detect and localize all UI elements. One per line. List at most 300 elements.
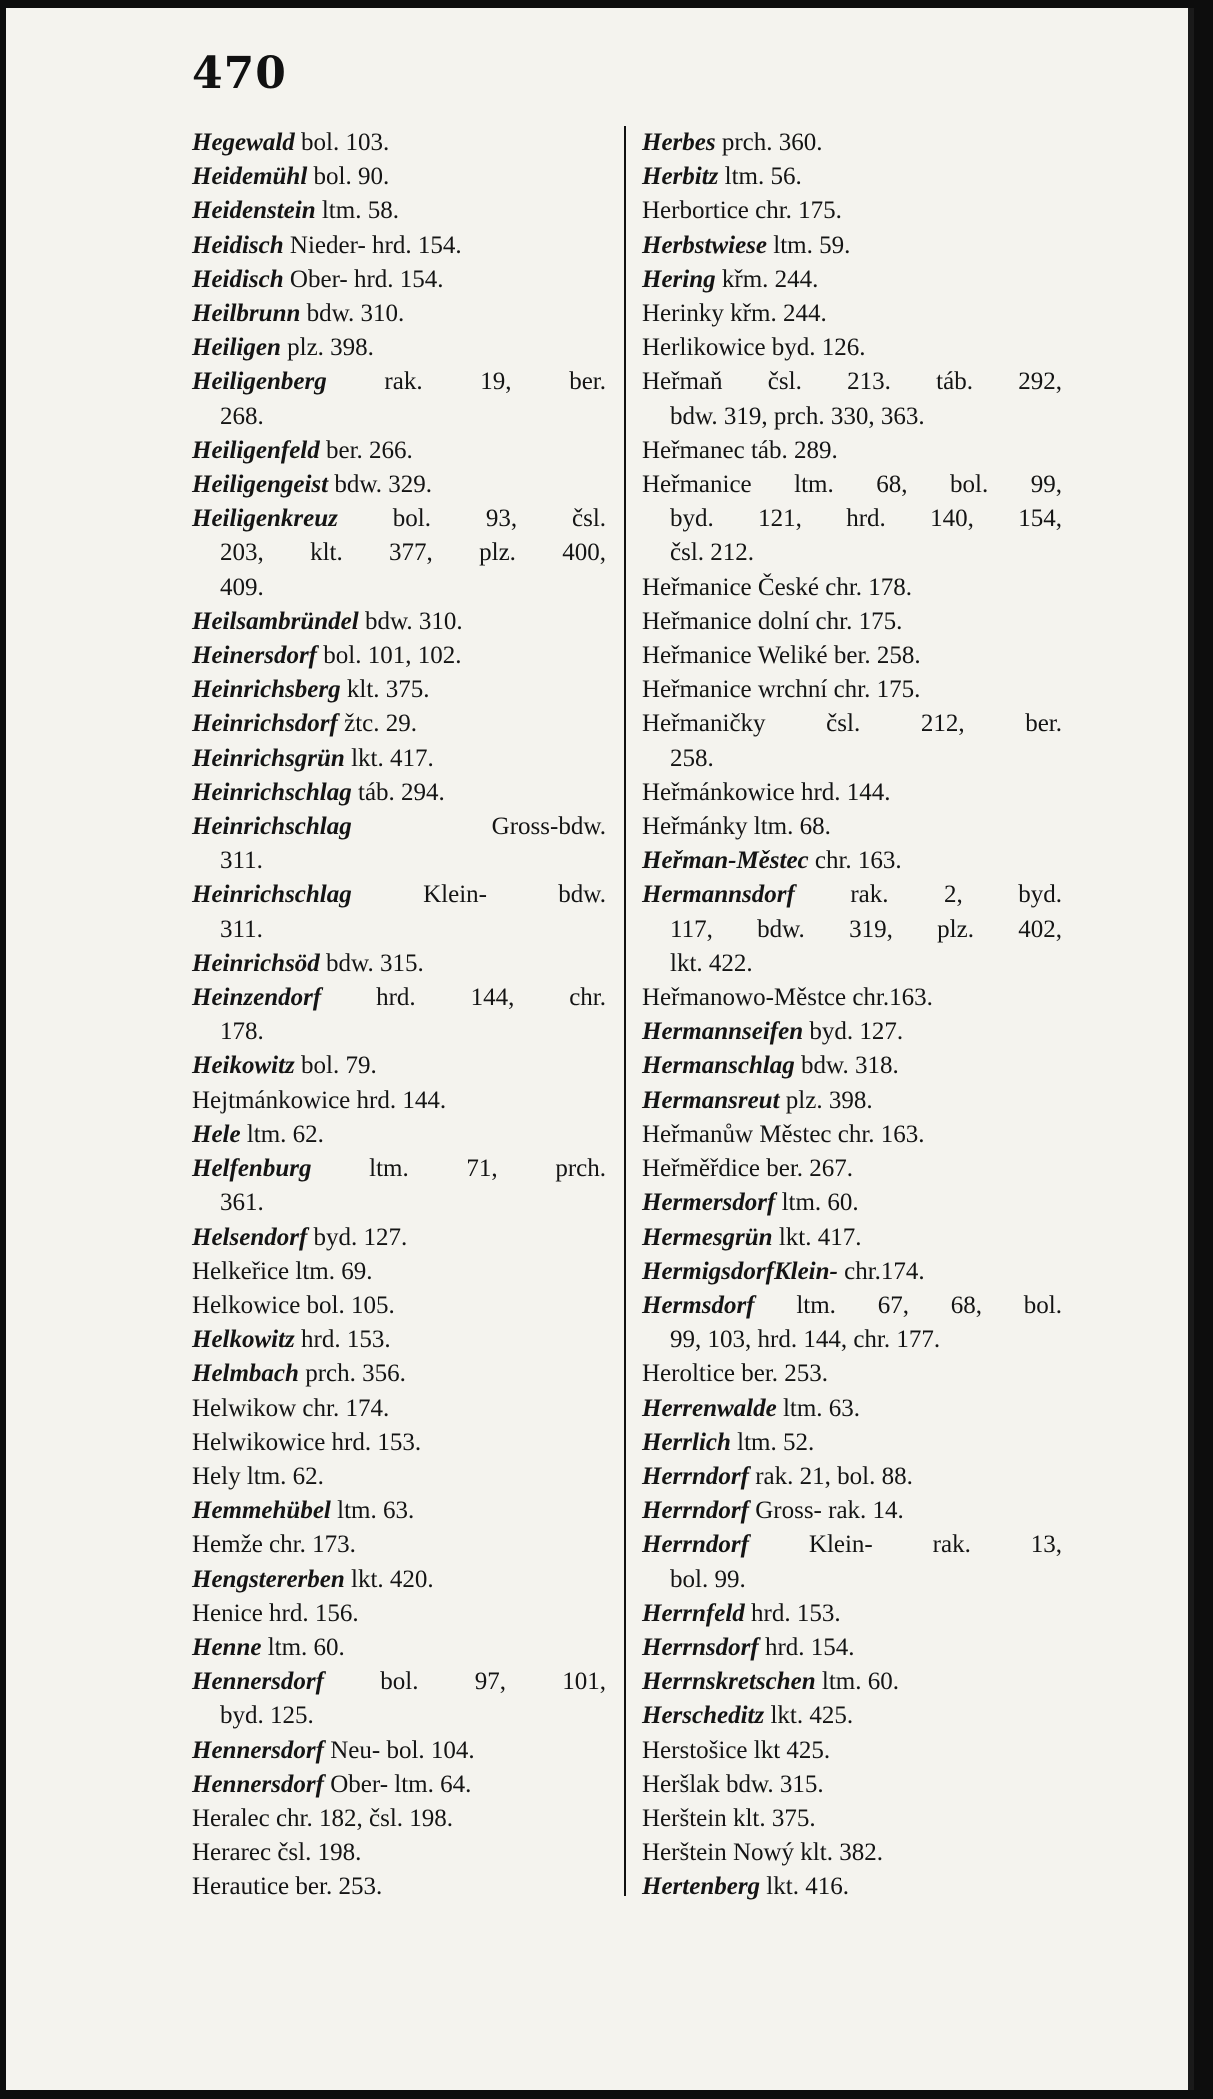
index-entry: [642, 1460, 1062, 1494]
index-entry: [192, 1323, 606, 1357]
index-entry: [642, 981, 1062, 1015]
entry-first-line: [192, 160, 606, 194]
entry-first-line: [192, 468, 606, 502]
entry-reference: prch. 356.: [305, 1360, 406, 1388]
entry-continuation-line: 311.: [220, 915, 263, 943]
index-entry: [192, 1665, 606, 1733]
book-page: [6, 8, 1194, 2090]
entry-reference: bol. 101, 102.: [323, 642, 462, 670]
headword: Herrnskretschen: [642, 1668, 816, 1696]
entry-reference: Neu- bol. 104.: [330, 1736, 475, 1764]
index-entry: [192, 810, 606, 878]
entry-first-line: [192, 331, 606, 365]
entry-first-line: [192, 1563, 606, 1597]
entry-reference: ltm. 52.: [737, 1428, 815, 1456]
entry-continuation-line: 361.: [220, 1189, 264, 1217]
entry-continuation-line: 178.: [220, 1018, 264, 1046]
index-entry: [642, 468, 1062, 571]
entry-first-line: Helwikow chr. 174.: [192, 1394, 390, 1422]
entry-reference: bol. 97, 101,: [380, 1668, 606, 1696]
index-entry: [192, 1460, 606, 1494]
headword: Herrndorf: [642, 1462, 749, 1490]
index-entry: [192, 673, 606, 707]
entry-reference: byd. 127.: [809, 1018, 904, 1046]
headword: Heiligen: [192, 334, 281, 362]
entry-first-line: Heršlak bdw. 315.: [642, 1770, 824, 1798]
entry-first-line: [642, 160, 1062, 194]
headword: Herscheditz: [642, 1702, 765, 1730]
index-entry: [642, 605, 1062, 639]
entry-first-line: [192, 1152, 606, 1186]
index-entry: [642, 1118, 1062, 1152]
headword: Hermersdorf: [642, 1189, 776, 1217]
entry-continuation-line: 409.: [220, 573, 264, 601]
entry-first-line: [642, 1221, 1062, 1255]
headword: Helmbach: [192, 1360, 299, 1388]
entry-reference: lkt. 416.: [766, 1873, 849, 1901]
headword: Herbitz: [642, 163, 719, 191]
index-entry: [642, 1049, 1062, 1083]
entry-reference: prch. 360.: [721, 129, 823, 156]
index-entry: [642, 1768, 1062, 1802]
headword: Helkowitz: [192, 1326, 295, 1354]
entry-reference: plz. 398.: [785, 1086, 873, 1114]
entry-reference: táb. 294.: [358, 778, 445, 806]
headword: Helfenburg: [192, 1155, 312, 1183]
index-entry: [642, 1015, 1062, 1049]
headword: Hengstererben: [192, 1565, 345, 1593]
entry-first-line: [642, 1699, 1062, 1733]
index-entry: [192, 331, 606, 365]
entry-first-line: [642, 1015, 1062, 1049]
headword: Heiligenfeld: [192, 436, 320, 464]
entry-first-line: [642, 1084, 1062, 1118]
headword: Herrnfeld: [642, 1599, 745, 1627]
entry-first-line: [192, 297, 606, 331]
index-entry: [642, 297, 1062, 331]
index-entry: [192, 1734, 606, 1768]
entry-reference: ltm. 71, prch.: [369, 1155, 607, 1183]
headword: Heinrichschlag: [192, 778, 352, 806]
entry-first-line: Heralec chr. 182, čsl. 198.: [192, 1804, 454, 1832]
headword: Hele: [192, 1120, 241, 1148]
entry-reference: lkt. 420.: [351, 1565, 434, 1593]
entry-reference: rak. 21, bol. 88.: [755, 1462, 913, 1490]
headword: Heidisch: [192, 265, 284, 293]
entry-reference: křm. 244.: [721, 265, 819, 293]
entry-first-line: [192, 1768, 606, 1802]
index-entry: [642, 365, 1062, 433]
entry-first-line: Herlikowice byd. 126.: [642, 334, 866, 362]
headword: Heinzendorf: [192, 984, 322, 1012]
entry-first-line: Heřmanice Weliké ber. 258.: [642, 642, 921, 670]
entry-first-line: [642, 263, 1062, 297]
entry-first-line: Herštein Nowý klt. 382.: [642, 1839, 883, 1867]
headword: Hemmehübel: [192, 1497, 331, 1525]
headword: Herbstwiese: [642, 231, 767, 259]
index-entry: [192, 263, 606, 297]
headword: Heinrichsberg: [192, 676, 341, 704]
entry-first-line: [192, 1734, 606, 1768]
entry-reference: bdw. 310.: [364, 607, 463, 635]
entry-reference: ltm. 56.: [724, 163, 802, 191]
entry-continuation-line: čsl. 212.: [670, 539, 755, 567]
entry-reference: rak. 2, byd.: [850, 881, 1063, 909]
entry-first-line: Heřmanice ltm. 68, bol. 99,: [642, 471, 1062, 499]
entry-reference: klt. 375.: [346, 676, 430, 704]
entry-first-line: [192, 707, 606, 741]
entry-reference: Ober- hrd. 154.: [289, 265, 444, 293]
index-entry: [642, 1631, 1062, 1665]
entry-first-line: Heřmanice České chr. 178.: [642, 573, 913, 601]
headword: Herrlich: [642, 1428, 731, 1456]
index-entry: [192, 605, 606, 639]
headword: Hermansreut: [642, 1086, 780, 1114]
index-entry: [642, 229, 1062, 263]
entry-first-line: [192, 878, 606, 912]
index-entry: [642, 1699, 1062, 1733]
entry-reference: chr. 163.: [814, 847, 902, 875]
index-entry: [642, 1357, 1062, 1391]
index-entry: [642, 810, 1062, 844]
headword: Heinrichsgrün: [192, 744, 345, 772]
entry-first-line: Herbortice chr. 175.: [642, 197, 842, 225]
index-entry: [192, 639, 606, 673]
index-entry: [192, 126, 606, 160]
headword: Hertenberg: [642, 1873, 761, 1901]
index-entry: [192, 194, 606, 228]
index-entry: [192, 878, 606, 946]
entry-first-line: [192, 947, 606, 981]
headword: Hering: [642, 265, 716, 293]
index-entry: [642, 1494, 1062, 1528]
index-entry: [192, 502, 606, 605]
index-entry: [192, 1528, 606, 1562]
headword: Hennersdorf: [192, 1770, 324, 1798]
entry-continuation-line: 258.: [670, 744, 714, 772]
entry-reference: bol. 103.: [301, 129, 390, 156]
entry-first-line: [642, 1597, 1062, 1631]
index-entry: [192, 981, 606, 1049]
headword: Hermsdorf: [642, 1291, 755, 1319]
entry-first-line: [192, 1357, 606, 1391]
entry-first-line: Hely ltm. 62.: [192, 1462, 324, 1490]
headword: Herrndorf: [642, 1531, 749, 1559]
headword: Heinrichschlag: [192, 813, 352, 841]
headword: Herrndorf: [642, 1497, 749, 1525]
entry-reference: lkt. 425.: [770, 1702, 854, 1730]
index-entry: [642, 878, 1062, 981]
headword: Hermannseifen: [642, 1018, 804, 1046]
headword: Henne: [192, 1633, 262, 1661]
entry-first-line: [642, 1528, 1062, 1562]
entry-reference: hrd. 154.: [764, 1633, 855, 1661]
index-entry: [192, 1152, 606, 1220]
entry-first-line: [192, 502, 606, 536]
index-entry: [192, 365, 606, 433]
index-entry: [642, 1426, 1062, 1460]
entry-first-line: [192, 1221, 606, 1255]
entry-reference: ltm. 62.: [246, 1120, 324, 1148]
entry-first-line: Herstošice lkt 425.: [642, 1736, 831, 1764]
page-number: 470: [192, 48, 287, 99]
headword: Hennersdorf: [192, 1736, 324, 1764]
entry-reference: ltm. 60.: [821, 1668, 899, 1696]
entry-reference: bdw. 310.: [306, 300, 405, 328]
headword: Herbes: [642, 129, 716, 156]
headword: HermigsdorfKlein-: [642, 1257, 838, 1285]
entry-reference: hrd. 144, chr.: [376, 984, 607, 1012]
entry-reference: plz. 398.: [287, 334, 374, 362]
entry-first-line: [192, 1665, 606, 1699]
headword: Heinrichsöd: [192, 949, 320, 977]
entry-first-line: Heřmanůw Městec chr. 163.: [642, 1120, 925, 1148]
entry-reference: ltm. 59.: [773, 231, 851, 259]
entry-reference: lkt. 417.: [778, 1223, 862, 1251]
index-entry: [642, 707, 1062, 775]
index-entry: [642, 639, 1062, 673]
headword: Heinrichschlag: [192, 881, 352, 909]
entry-first-line: [192, 742, 606, 776]
entry-reference: Klein- bdw.: [423, 881, 606, 909]
index-column-right: [642, 126, 1062, 1905]
entry-reference: ltm. 67, 68, bol.: [796, 1291, 1062, 1319]
entry-first-line: Hemže chr. 173.: [192, 1531, 356, 1559]
headword: Heiligenberg: [192, 368, 327, 396]
entry-first-line: [642, 1186, 1062, 1220]
headword: Herrnsdorf: [642, 1633, 759, 1661]
index-entry: [192, 1049, 606, 1083]
index-entry: [642, 1665, 1062, 1699]
index-entry: [642, 160, 1062, 194]
index-entry: [192, 1563, 606, 1597]
index-entry: [192, 1392, 606, 1426]
entry-continuation-line: 117, bdw. 319, plz. 402,: [670, 915, 1062, 943]
entry-first-line: [642, 1494, 1062, 1528]
entry-first-line: [642, 1426, 1062, 1460]
index-entry: [192, 1836, 606, 1870]
entry-first-line: [642, 1392, 1062, 1426]
entry-reference: bdw. 318.: [801, 1052, 899, 1080]
index-entry: [642, 673, 1062, 707]
headword: Hermanschlag: [642, 1052, 795, 1080]
index-entry: [642, 1802, 1062, 1836]
index-entry: [192, 1870, 606, 1904]
headword: Heidenstein: [192, 197, 316, 225]
index-column-left: [192, 126, 606, 1905]
index-entry: [192, 947, 606, 981]
entry-first-line: [192, 229, 606, 263]
entry-first-line: Heřmanowo-Městce chr.163.: [642, 984, 933, 1012]
entry-reference: ber. 266.: [326, 436, 413, 464]
index-entry: [192, 1802, 606, 1836]
headword: Hermesgrün: [642, 1223, 773, 1251]
entry-reference: chr.174.: [844, 1257, 925, 1285]
index-entry: [642, 1289, 1062, 1357]
index-entry: [192, 1255, 606, 1289]
entry-first-line: Heřmanice wrchní chr. 175.: [642, 676, 921, 704]
index-entry: [642, 1392, 1062, 1426]
entry-first-line: Helwikowice hrd. 153.: [192, 1428, 422, 1456]
entry-first-line: Heřmánky ltm. 68.: [642, 813, 831, 841]
entry-first-line: [642, 229, 1062, 263]
headword: Heiligengeist: [192, 471, 329, 499]
headword: Heilsambründel: [192, 607, 359, 635]
index-entry: [192, 1426, 606, 1460]
entry-first-line: [642, 844, 1062, 878]
index-entry: [642, 1084, 1062, 1118]
entry-first-line: [642, 126, 1062, 160]
headword: Heidemühl: [192, 163, 308, 191]
entry-reference: bol. 93, čsl.: [392, 505, 607, 533]
headword: Heinersdorf: [192, 642, 317, 670]
headword: Herrenwalde: [642, 1394, 777, 1422]
index-entry: [642, 1528, 1062, 1596]
entry-first-line: [192, 263, 606, 297]
entry-first-line: [642, 1631, 1062, 1665]
index-entry: [642, 1152, 1062, 1186]
index-entry: [642, 194, 1062, 228]
entry-reference: Gross-bdw.: [491, 813, 606, 841]
entry-continuation-line: 203, klt. 377, plz. 400,: [220, 539, 606, 567]
entry-first-line: [642, 1255, 1062, 1289]
index-entry: [192, 776, 606, 810]
entry-reference: Gross- rak. 14.: [755, 1497, 904, 1525]
index-entry: [192, 229, 606, 263]
index-entry: [192, 1768, 606, 1802]
index-entry: [192, 1494, 606, 1528]
entry-first-line: [192, 365, 606, 399]
entry-first-line: [192, 1118, 606, 1152]
entry-first-line: Heřmanec táb. 289.: [642, 436, 838, 464]
entry-reference: Nieder- hrd. 154.: [289, 231, 462, 259]
entry-reference: lkt. 417.: [351, 744, 434, 772]
entry-first-line: [192, 194, 606, 228]
entry-reference: hrd. 153.: [301, 1326, 391, 1354]
index-entry: [192, 468, 606, 502]
headword: Hermannsdorf: [642, 881, 795, 909]
entry-first-line: Helkowice bol. 105.: [192, 1291, 395, 1319]
index-entry: [642, 331, 1062, 365]
entry-first-line: Herinky křm. 244.: [642, 300, 827, 328]
index-entry: [192, 160, 606, 194]
index-entry: [192, 1597, 606, 1631]
entry-first-line: Heřmánkowice hrd. 144.: [642, 778, 891, 806]
index-entry: [192, 1631, 606, 1665]
index-entry: [192, 742, 606, 776]
entry-first-line: [192, 1494, 606, 1528]
entry-reference: rak. 19, ber.: [384, 368, 606, 396]
entry-reference: ltm. 63.: [337, 1497, 415, 1525]
entry-first-line: [192, 810, 606, 844]
index-entry: [642, 126, 1062, 160]
index-entry: [642, 1186, 1062, 1220]
entry-first-line: [642, 1289, 1062, 1323]
entry-first-line: Herautice ber. 253.: [192, 1873, 383, 1901]
index-entry: [642, 844, 1062, 878]
entry-first-line: [192, 776, 606, 810]
index-entry: [192, 707, 606, 741]
entry-reference: Ober- ltm. 64.: [330, 1770, 472, 1798]
entry-continuation-line: bol. 99.: [670, 1565, 746, 1593]
entry-first-line: [642, 1665, 1062, 1699]
entry-reference: ltm. 60.: [267, 1633, 345, 1661]
index-entry: [192, 434, 606, 468]
entry-first-line: [642, 1870, 1062, 1904]
index-entry: [642, 1836, 1062, 1870]
entry-reference: ltm. 60.: [781, 1189, 859, 1217]
column-divider: [624, 126, 626, 1896]
entry-reference: Klein- rak. 13,: [808, 1531, 1063, 1559]
entry-first-line: [192, 1631, 606, 1665]
entry-first-line: [192, 434, 606, 468]
headword: Heiligenkreuz: [192, 505, 338, 533]
index-entry: [192, 1118, 606, 1152]
entry-reference: bdw. 329.: [334, 471, 433, 499]
entry-first-line: Heřmaničky čsl. 212, ber.: [642, 710, 1062, 738]
entry-reference: hrd. 153.: [751, 1599, 841, 1627]
index-entry: [642, 1734, 1062, 1768]
entry-first-line: [192, 605, 606, 639]
entry-first-line: [192, 673, 606, 707]
entry-reference: bdw. 315.: [326, 949, 424, 977]
entry-continuation-line: 268.: [220, 402, 264, 430]
entry-continuation-line: lkt. 422.: [670, 949, 753, 977]
index-entry: [642, 1255, 1062, 1289]
headword: Heidisch: [192, 231, 284, 259]
index-entry: [642, 776, 1062, 810]
index-entry: [192, 1084, 606, 1118]
entry-first-line: Henice hrd. 156.: [192, 1599, 359, 1627]
entry-reference: byd. 127.: [313, 1223, 408, 1251]
headword: Heikowitz: [192, 1052, 295, 1080]
entry-continuation-line: 99, 103, hrd. 144, chr. 177.: [670, 1326, 941, 1354]
entry-first-line: [192, 639, 606, 673]
headword: Hegewald: [192, 129, 295, 156]
index-entry: [192, 1357, 606, 1391]
entry-first-line: Herarec čsl. 198.: [192, 1839, 362, 1867]
entry-continuation-line: bdw. 319, prch. 330, 363.: [670, 402, 925, 430]
entry-first-line: [642, 878, 1062, 912]
index-entry: [192, 1221, 606, 1255]
index-entry: [642, 1870, 1062, 1904]
index-entry: [192, 297, 606, 331]
entry-continuation-line: byd. 125.: [220, 1702, 314, 1730]
index-entry: [642, 263, 1062, 297]
entry-first-line: Heřmanice dolní chr. 175.: [642, 607, 903, 635]
index-entry: [642, 1221, 1062, 1255]
entry-first-line: Hejtmánkowice hrd. 144.: [192, 1086, 447, 1114]
headword: Hennersdorf: [192, 1668, 324, 1696]
entry-first-line: Helkeřice ltm. 69.: [192, 1257, 373, 1285]
headword: Heilbrunn: [192, 300, 301, 328]
entry-first-line: [192, 981, 606, 1015]
entry-first-line: [192, 126, 606, 160]
entry-first-line: [642, 1460, 1062, 1494]
entry-reference: bol. 90.: [313, 163, 390, 191]
entry-continuation-line: byd. 121, hrd. 140, 154,: [670, 505, 1062, 533]
index-entry: [642, 434, 1062, 468]
entry-reference: ltm. 63.: [782, 1394, 861, 1422]
entry-first-line: [192, 1323, 606, 1357]
entry-first-line: Heřměřdice ber. 267.: [642, 1155, 854, 1183]
entry-first-line: [642, 1049, 1062, 1083]
headword: Heřman-Městec: [642, 847, 809, 875]
entry-reference: ltm. 58.: [321, 197, 399, 225]
entry-reference: žtc. 29.: [344, 710, 417, 738]
entry-first-line: Heroltice ber. 253.: [642, 1360, 829, 1388]
entry-first-line: Herštein klt. 375.: [642, 1804, 816, 1832]
